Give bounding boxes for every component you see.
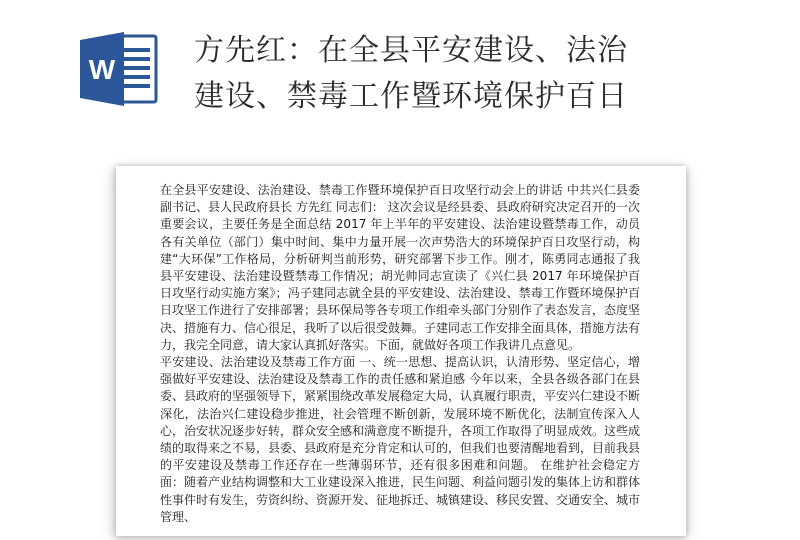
title-line-2: 建设、禁毒工作暨环境保护百日: [194, 79, 628, 114]
svg-text:W: W: [88, 54, 116, 85]
body-paragraph-1: 在全县平安建设、法治建设、禁毒工作暨环境保护百日攻坚行动会上的讲话 中共兴仁县委副书记、县人民政府县长 方先红 同志们： 这次会议是经县委、县政府研究决定召开的一次重要会议，主要任务是全面总结 2017 年上半年的平安建设、法治建设暨禁毒工作，动员各有关单位（部门）集中时间、集中力量开展一次声势浩大的环境保护百日攻坚行动，构建“大环保”工作格局，分析研判当前形势，研究部署下步工作。刚才，陈勇同志通报了我县平安建设、法治建设暨禁毒工作情况；胡光帅同志宣读了《兴仁县 2017 年环境保护百日攻坚行动实施方案》；冯子建同志就全县的平安建设、法治建设、禁毒工作暨环境保护百日攻坚工作进行了安排部署；县环保局等各专项工作组牵头部门分别作了表态发言，态度坚决、措施有力、信心很足，我听了以后很受鼓舞。子建同志工作安排全面具体，措施方法有力，我完全同意，请大家认真抓好落实。下面，就做好各项工作我讲几点意见。: [160, 183, 641, 352]
body-paragraph-2: 平安建设、法治建设及禁毒工作方面 一、统一思想、提高认识，认清形势、坚定信心，增强做好平安建设、法治建设及禁毒工作的责任感和紧迫感 今年以来，全县各级各部门在县委、县政府的坚强领导下，紧紧围绕改革发展稳定大局，认真履行职责，平安兴仁建设不断深化，法治兴仁建设稳步推进，社会管理不断创新，发展环境不断优化，法制宣传深入人心，治安状况逐步好转，群众安全感和满意度不断提升，各项工作取得了明显成效。这些成绩的取得来之不易，县委、县政府是充分肯定和认可的，但我们也要清醒地看到，目前我县的平安建设及禁毒工作还存在一些薄弱环节，还有很多困难和问题。 在维护社会稳定方面：随着产业结构调整和大工业建设深入推进，民生问题、利益问题引发的集体上访和群体性事件时有发生，劳资纠纷、资源开发、征地拆迁、城镇建设、移民安置、交通安全、城市管理、: [160, 355, 641, 524]
title-line-1: 方先红：在全县平安建设、法治: [194, 33, 628, 68]
header: [0, 0, 800, 160]
document-body: [160, 182, 640, 526]
document-title: [194, 28, 774, 120]
document-page: [116, 166, 686, 536]
word-document-icon: [78, 30, 160, 108]
